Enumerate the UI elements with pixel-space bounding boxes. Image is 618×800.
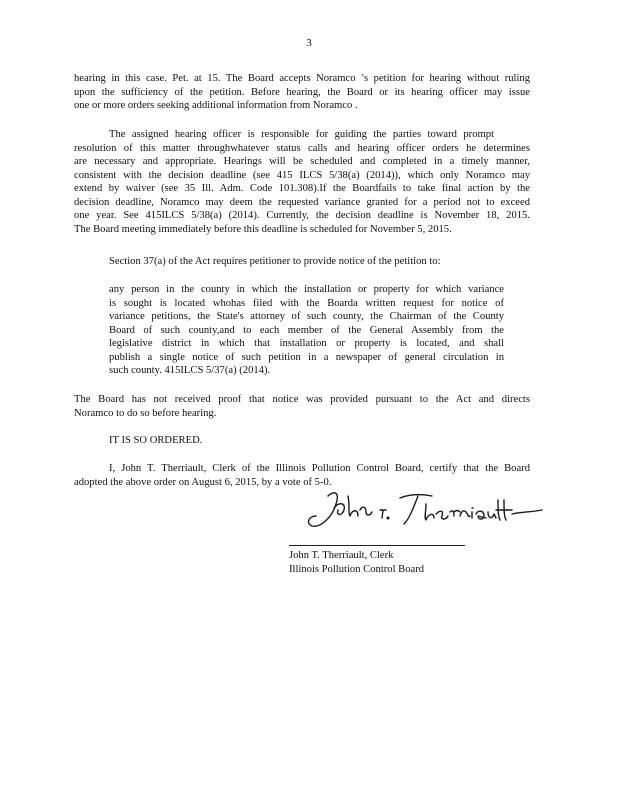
text-line: The Board has not received proof that notice was provided pursuant to the Act and directs: [74, 394, 530, 405]
text-line: one year. See 415ILCS 5/38(a) (2014). Currently, the decision deadline is November 18, 2015.: [74, 210, 530, 221]
signature-line: [289, 545, 465, 546]
paragraph-hearing-officer: [74, 128, 530, 236]
text-line: decision deadline, Noramco may deem the requested variance granted for a period not to exceed: [74, 196, 530, 208]
text-line: consistent with the decision deadline (see 415 ILCS 5/38(a) (2014)), which only Noramco may: [74, 169, 530, 181]
text-line: The Board meeting immediately before this deadline is scheduled for November 5, 2015.: [74, 223, 452, 235]
quote-line: Board of such county,and to each member of the General Assembly from the: [109, 324, 504, 336]
text-line: Section 37(a) of the Act requires petitioner to provide notice of the petition to:: [109, 256, 441, 267]
text-line: IT IS SO ORDERED.: [109, 435, 203, 446]
quote-line: such county. 415ILCS 5/37(a) (2014).: [109, 365, 271, 376]
quote-line: is sought is located whohas filed with the Boarda written request for notice of: [109, 297, 504, 309]
signatory-block: [289, 549, 424, 576]
signatory-title: Illinois Pollution Control Board: [289, 563, 425, 575]
text-line: adopted the above order on August 6, 2015, by a vote of 5-0.: [74, 476, 332, 488]
paragraph-notice-requirement: [109, 255, 489, 269]
text-line: resolution of this matter throughwhatever status calls and hearing officer orders he determines: [74, 142, 530, 154]
quote-line: legislative district in which that installation or property is located, and shall: [109, 338, 504, 349]
paragraph-notice-directive: [74, 393, 530, 420]
statute-quote: [109, 283, 504, 378]
text-line: upon the sufficiency of the petition. Before hearing, the Board or its hearing officer may issue: [74, 86, 530, 98]
order-statement: [109, 434, 309, 448]
text-line: one or more orders seeking additional information from Noramco .: [74, 100, 358, 111]
paragraph-hearing-petition: [74, 72, 530, 113]
quote-line: publish a single notice of such petition in a newspaper of general circulation in: [109, 351, 504, 363]
text-line: extend by waiver (see 35 Ill. Adm. Code 101.308).If the Boardfails to take final action by the: [74, 183, 530, 194]
text-line: The assigned hearing officer is responsible for guiding the parties toward prompt: [109, 129, 494, 140]
text-line: hearing in this case. Pet. at 15. The Board accepts Noramco ’s petition for hearing without ruling: [74, 73, 530, 84]
signatory-name: John T. Therriault, Clerk: [289, 550, 394, 561]
quote-line: variance petitions, the State's attorney of such county, the Chairman of the County: [109, 311, 504, 322]
text-line: I, John T. Therriault, Clerk of the Illinois Pollution Control Board, certify that the Board: [109, 463, 530, 474]
text-line: are necessary and appropriate. Hearings will be scheduled and completed in a timely manner,: [74, 156, 530, 167]
handwritten-signature: [300, 480, 550, 540]
quote-line: any person in the county in which the installation or property for which variance: [109, 284, 504, 295]
page-number: 3: [306, 37, 312, 49]
text-line: Noramco to do so before hearing.: [74, 407, 217, 419]
